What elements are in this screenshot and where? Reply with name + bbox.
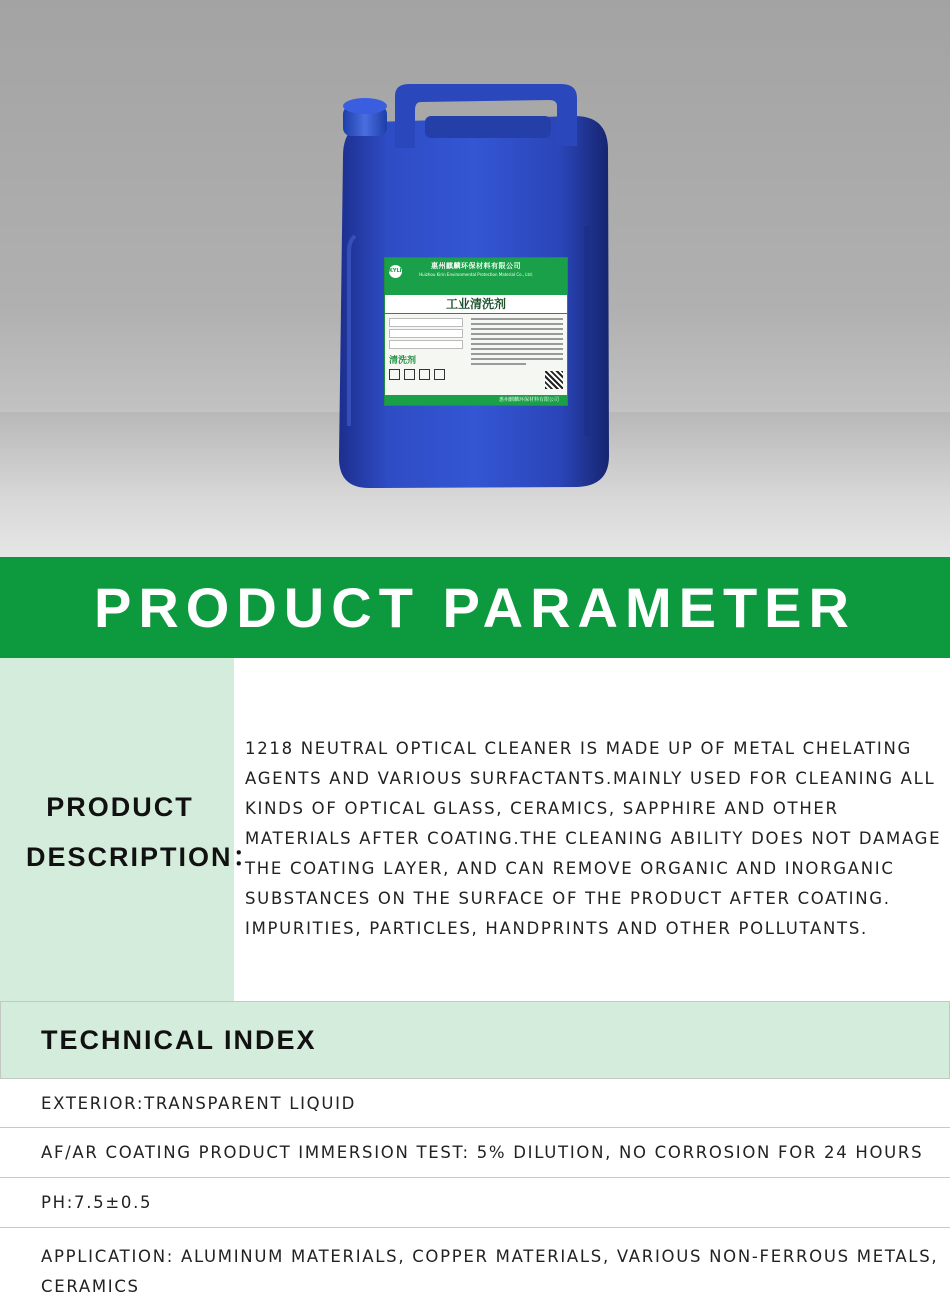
label-company-en: Huizhou Kirin Environmental Protection Material Co., Ltd. bbox=[419, 272, 533, 277]
product-parameter-banner bbox=[0, 557, 950, 658]
hazard-icons bbox=[389, 369, 463, 380]
qr-code-icon bbox=[545, 371, 563, 389]
spec-row-exterior: EXTERIOR:TRANSPARENT LIQUID bbox=[0, 1079, 950, 1128]
kylin-logo-icon: KYLIN bbox=[389, 265, 402, 278]
label-tag: 清洗剂 bbox=[389, 356, 417, 366]
spec-row-immersion-test: AF/AR COATING PRODUCT IMMERSION TEST: 5% DILUTION, NO CORROSION FOR 24 HOURS bbox=[0, 1128, 950, 1178]
description-text: 1218 NEUTRAL OPTICAL CLEANER IS MADE UP OF METAL CHELATING AGENTS AND VARIOUS SURFACTANTS.MAINLY USED FOR CLEANING ALL KINDS OF OPTICAL GLASS, CERAMICS, SAPPHIRE AND OTHER MATERIALS AFTER COATING.THE CLEANING ABILITY DOES NOT DAMAGE THE COATING LAYER, AND CAN REMOVE ORGANIC AND INORGANIC SUBSTANCES ON THE SURFACE OF THE PRODUCT AFTER COATING. IMPURITIES, PARTICLES, HANDPRINTS AND OTHER POLLUTANTS. bbox=[245, 739, 942, 938]
banner-title: PRODUCT PARAMETER bbox=[94, 576, 856, 639]
description-label-panel bbox=[0, 658, 262, 1001]
description-title-line1: PRODUCT bbox=[46, 792, 194, 822]
label-product-name: 工业清洗剂 bbox=[385, 295, 567, 314]
description-title bbox=[26, 782, 262, 882]
label-body bbox=[385, 314, 567, 392]
product-hero-image bbox=[0, 0, 950, 557]
spec-row-ph: PH:7.5±0.5 bbox=[0, 1178, 950, 1228]
spec-row-application: APPLICATION: ALUMINUM MATERIALS, COPPER MATERIALS, VARIOUS NON-FERROUS METALS, CERAMICS bbox=[41, 1247, 939, 1296]
product-description-section bbox=[0, 658, 950, 1001]
label-header bbox=[385, 258, 567, 295]
technical-index-header bbox=[0, 1001, 950, 1079]
label-footer: 惠州麒麟环保材料有限公司 bbox=[385, 395, 567, 405]
product-label bbox=[384, 257, 568, 406]
label-company-cn: 惠州麒麟环保材料有限公司 bbox=[431, 262, 521, 270]
technical-index-title: TECHNICAL INDEX bbox=[41, 1024, 317, 1055]
description-title-line2: DESCRIPTION： bbox=[26, 842, 262, 872]
